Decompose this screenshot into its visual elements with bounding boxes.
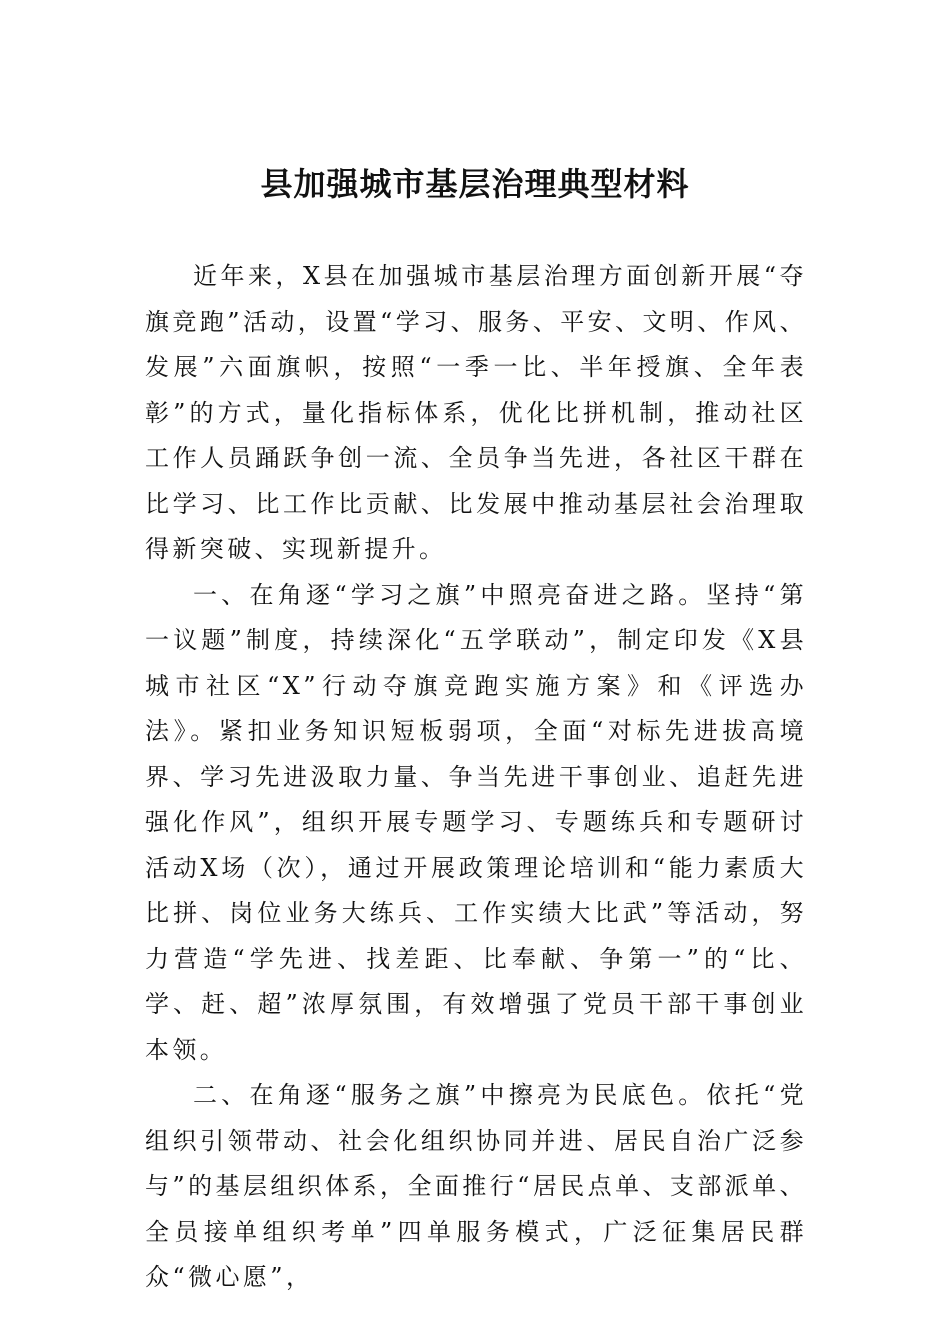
- paragraph-study-flag: 一、在角逐“学习之旗”中照亮奋进之路。坚持“第一议题”制度，持续深化“五学联动”，制定印发《X县城市社区“X”行动夺旗竞跑实施方案》和《评选办法》。紧扣业务知识短板弱项，全面“对标先进拔高境界、学习先进汲取力量、争当先进干事创业、追赶先进强化作风”，组织开展专题学习、专题练兵和专题研讨活动X场（次），通过开展政策理论培训和“能力素质大比拼、岗位业务大练兵、工作实绩大比武”等活动，努力营造“学先进、找差距、比奉献、争第一”的“比、学、赶、超”浓厚氛围，有效增强了党员干部干事创业本领。: [145, 580, 807, 1064]
- document-body: [145, 254, 807, 1301]
- document-title: 县加强城市基层治理典型材料: [260, 165, 690, 203]
- paragraph-service-flag: 二、在角逐“服务之旗”中擦亮为民底色。依托“党组织引领带动、社会化组织协同并进、居民自治广泛参与”的基层组织体系，全面推行“居民点单、支部派单、全员接单组织考单”四单服务模式，广泛征集居民群众“微心愿”，: [145, 1081, 807, 1291]
- paragraph-intro: 近年来，X县在加强城市基层治理方面创新开展“夺旗竞跑”活动，设置“学习、服务、平安、文明、作风、发展”六面旗帜，按照“一季一比、半年授旗、全年表彰”的方式，量化指标体系，优化比拼机制，推动社区工作人员踊跃争创一流、全员争当先进，各社区干群在比学习、比工作比贡献、比发展中推动基层社会治理取得新突破、实现新提升。: [145, 262, 807, 563]
